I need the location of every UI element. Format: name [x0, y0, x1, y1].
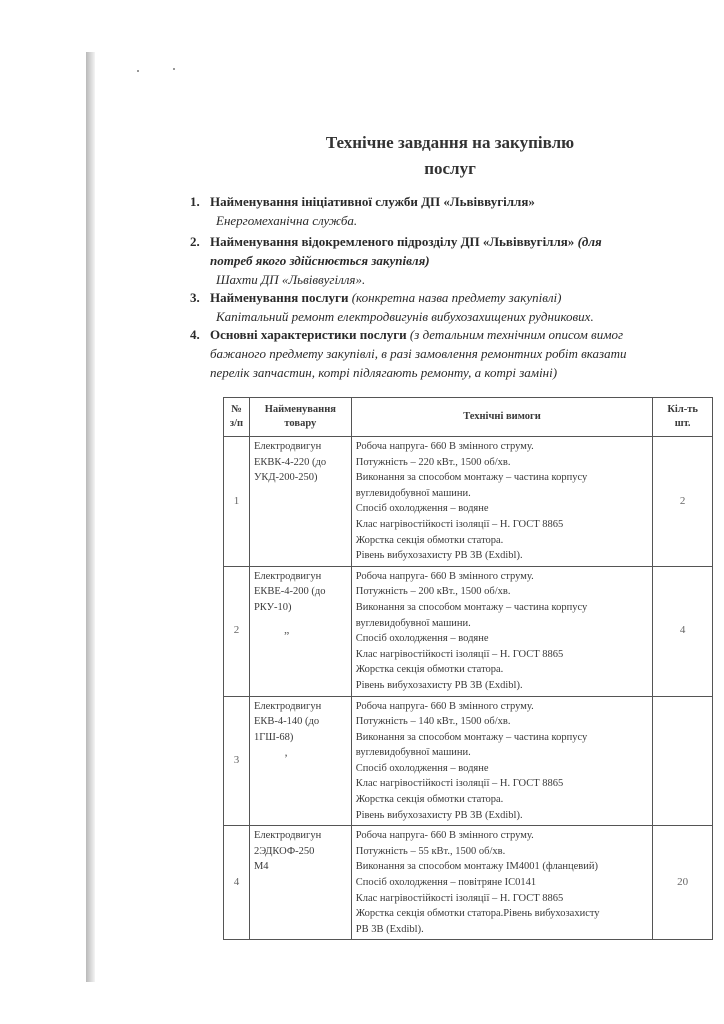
section-heading: Найменування послуги: [210, 290, 349, 305]
table-row: [224, 437, 713, 567]
requirements-table: [223, 397, 713, 940]
title-line-2: послуг: [424, 159, 476, 178]
section-note: потреб якого здійснюється закупівля): [210, 253, 430, 268]
col-header-quantity: Кіл-ть шт.: [653, 398, 713, 437]
quantity: 20: [653, 826, 713, 940]
table-row: [224, 826, 713, 940]
technical-requirements: Робоча напруга- 660 В змінного струму. Потужність – 220 кВт., 1500 об/хв. Виконання за способом монтажу – частина корпусу вуглевидобувної машини. Спосіб охолодження – водяне Клас нагрівостійкості ізоляції – Н. ГОСТ 8865 Жорстка секція обмотки статора. Рівень вибухозахисту РВ 3В (Exdibl).: [351, 437, 653, 567]
section-note: перелік запчастин, котрі підлягають ремонту, а котрі заміні): [210, 365, 558, 380]
section-4: [190, 325, 710, 382]
product-name: Електродвигун ЕКВЕ-4-200 (до РКУ-10) „: [249, 566, 351, 696]
quantity: 4: [653, 566, 713, 696]
section-number: 1.: [190, 194, 200, 209]
row-number: 1: [224, 437, 250, 567]
section-note: бажаного предмету закупівлі, в разі замовлення ремонтних робіт вказати: [210, 346, 627, 361]
scan-speck: [173, 68, 175, 70]
scan-edge-shadow: [86, 52, 95, 982]
pen-mark: ’: [283, 751, 288, 766]
document-title: [250, 130, 650, 182]
section-note: (з детальним технічним описом вимог: [409, 327, 624, 342]
quantity: 2: [653, 437, 713, 567]
section-heading: Основні характеристики послуги: [210, 327, 407, 342]
col-header-number: № з/п: [224, 398, 250, 437]
section-value: Шахти ДП «Львіввугілля».: [216, 272, 366, 287]
section-number: 3.: [190, 290, 200, 305]
technical-requirements: Робоча напруга- 660 В змінного струму. Потужність – 55 кВт., 1500 об/хв. Виконання за способом монтажу ІМ4001 (фланцевий) Спосіб охолодження – повітряне ІС0141 Клас нагрівостійкості ізоляції – Н. ГОСТ 8865 Жорстка секція обмотки статора.Рівень вибухозахисту РВ 3В (Exdibl).: [351, 826, 653, 940]
section-1: [190, 192, 710, 230]
section-2: [190, 232, 710, 289]
section-value: Енергомеханічна служба.: [216, 213, 358, 228]
technical-requirements: Робоча напруга- 660 В змінного струму. Потужність – 140 кВт., 1500 об/хв. Виконання за способом монтажу – частина корпусу вуглевидобувної машини. Спосіб охолодження – водяне Клас нагрівостійкості ізоляції – Н. ГОСТ 8865 Жорстка секція обмотки статора. Рівень вибухозахисту РВ 3В (Exdibl).: [351, 696, 653, 826]
table-header-row: [224, 398, 713, 437]
title-line-1: Технічне завдання на закупівлю: [325, 133, 575, 152]
section-3: [190, 288, 710, 326]
section-heading: Найменування ініціативної служби ДП «Львіввугілля»: [210, 194, 535, 209]
table-row: [224, 696, 713, 826]
section-number: 2.: [190, 234, 200, 249]
col-header-name: Найменування товару: [249, 398, 351, 437]
product-name: Електродвигун 2ЭДКОФ-250 М4: [249, 826, 351, 940]
section-note: (конкретна назва предмету закупівлі): [351, 290, 562, 305]
section-value: Капітальний ремонт електродвигунів вибухозахищених рудникових.: [216, 309, 594, 324]
section-heading: Найменування відокремленого підрозділу ДП «Львіввугілля»: [210, 234, 575, 249]
pen-mark: „: [283, 621, 290, 636]
col-header-requirements: Технічні вимоги: [351, 398, 653, 437]
row-number: 2: [224, 566, 250, 696]
row-number: 4: [224, 826, 250, 940]
product-name: Електродвигун ЕКВ-4-140 (до 1ГШ-68) ’: [249, 696, 351, 826]
table-row: [224, 566, 713, 696]
quantity: [653, 696, 713, 826]
scan-speck: [137, 70, 139, 72]
technical-requirements: Робоча напруга- 660 В змінного струму. Потужність – 200 кВт., 1500 об/хв. Виконання за способом монтажу – частина корпусу вуглевидобувної машини. Спосіб охолодження – водяне Клас нагрівостійкості ізоляції – Н. ГОСТ 8865 Жорстка секція обмотки статора. Рівень вибухозахисту РВ 3В (Exdibl).: [351, 566, 653, 696]
section-note: (для: [577, 234, 602, 249]
section-number: 4.: [190, 327, 200, 342]
product-name: Електродвигун ЕКВК-4-220 (до УКД-200-250): [249, 437, 351, 567]
row-number: 3: [224, 696, 250, 826]
